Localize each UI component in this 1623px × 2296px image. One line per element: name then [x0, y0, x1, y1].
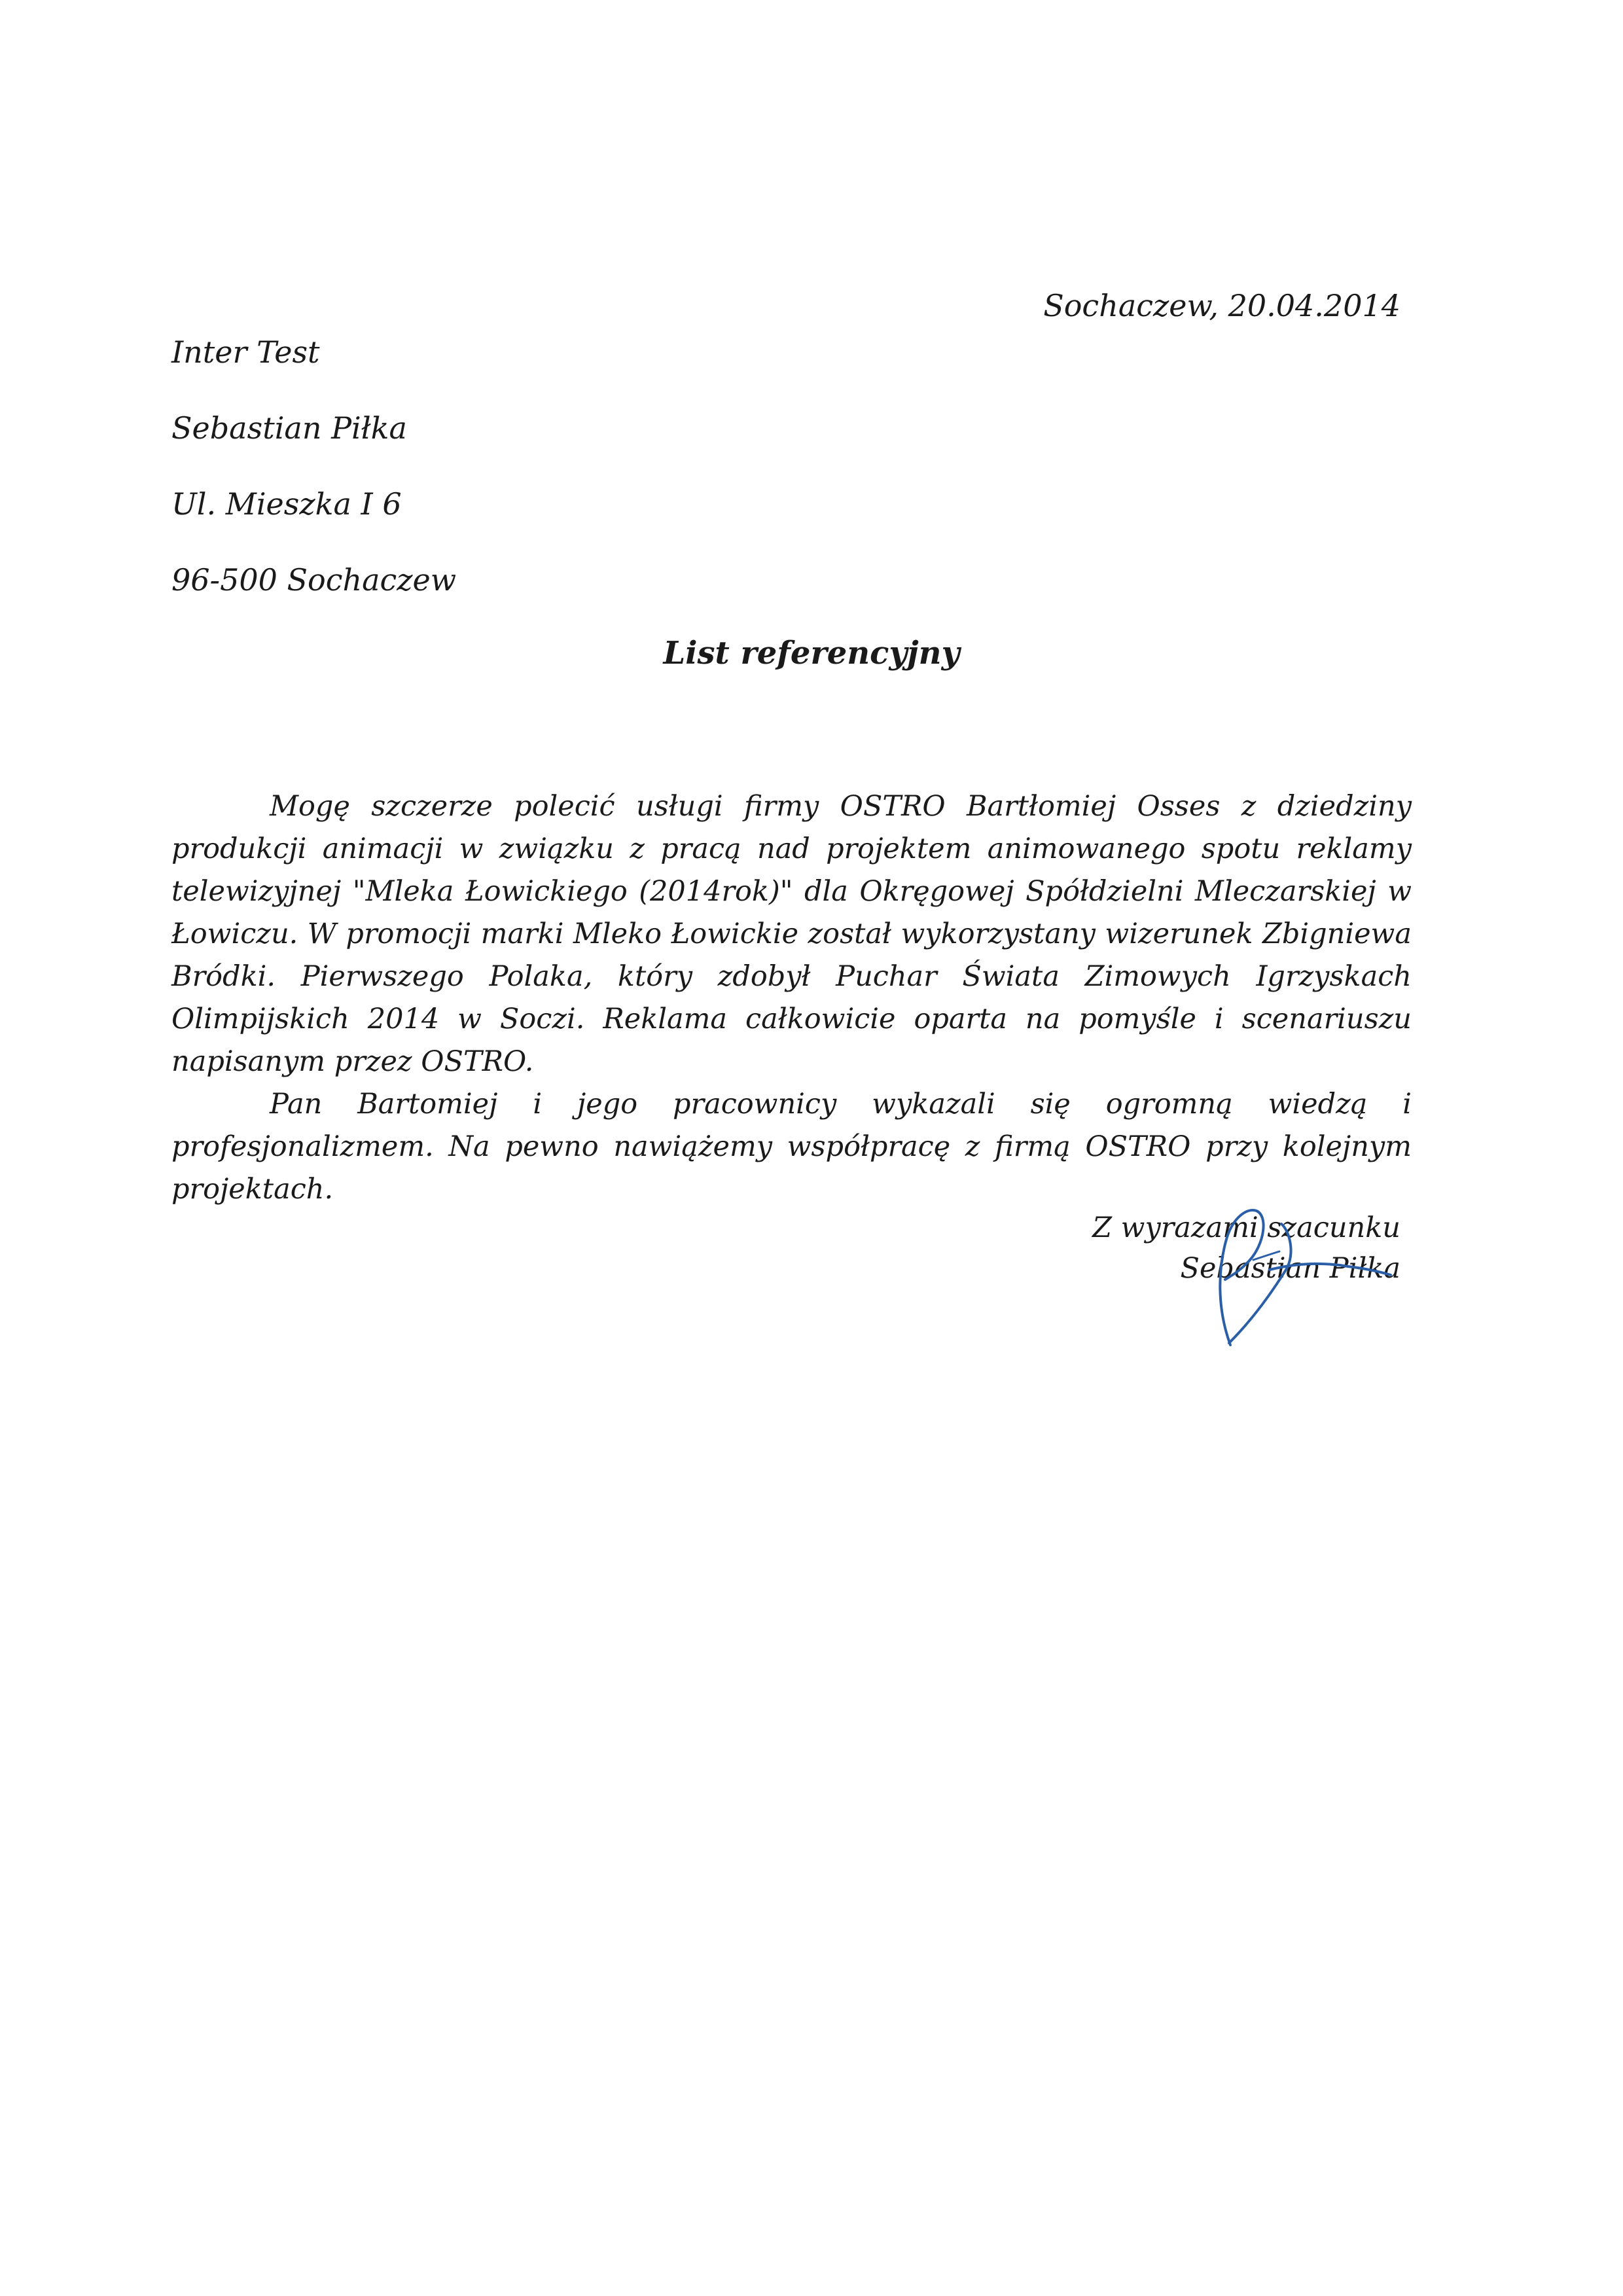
closing-greeting: Z wyrazami szacunku [1092, 1211, 1400, 1244]
recipient-company: Inter Test [171, 334, 320, 370]
letter-date: Sochaczew, 20.04.2014 [1043, 288, 1400, 323]
closing-name: Sebastian Piłka [1180, 1252, 1400, 1285]
recipient-address [171, 332, 456, 636]
recipient-city: 96-500 Sochaczew [171, 562, 457, 598]
body-paragraph-1: Mogę szczerze polecić usługi firmy OSTRO Bartłomiej Osses z dziedziny produkcji animacji w związku z pracą nad projektem animowanego spotu reklamy telewizyjnej "Mleka Łowickiego (2014rok)" dla Okręgowej Spółdzielni Mleczarskiej w Łowiczu. W promocji marki Mleko Łowickie został wykorzystany wizerunek Zbigniewa Bródki. Pierwszego Polaka, który zdobył Puchar Świata Zimowych Igrzyskach Olimpijskich 2014 w Soczi. Reklama całkowicie oparta na pomyśle i scenariuszu napisanym przez OSTRO. [171, 790, 1412, 1078]
signature-stroke [1220, 1210, 1391, 1345]
body-paragraph-2: Pan Bartomiej i jego pracownicy wykazali się ogromną wiedzą i profesjonalizmem. Na pewno nawiążemy współpracę z firmą OSTRO przy kolejnym projektach. [171, 1088, 1412, 1206]
letter-title: List referencyjny [663, 635, 960, 672]
recipient-name: Sebastian Piłka [171, 410, 407, 446]
handwritten-signature [1191, 1191, 1407, 1348]
letter-body [171, 785, 1412, 1211]
recipient-street: Ul. Mieszka I 6 [171, 486, 402, 522]
signature-stroke [1253, 1251, 1279, 1260]
